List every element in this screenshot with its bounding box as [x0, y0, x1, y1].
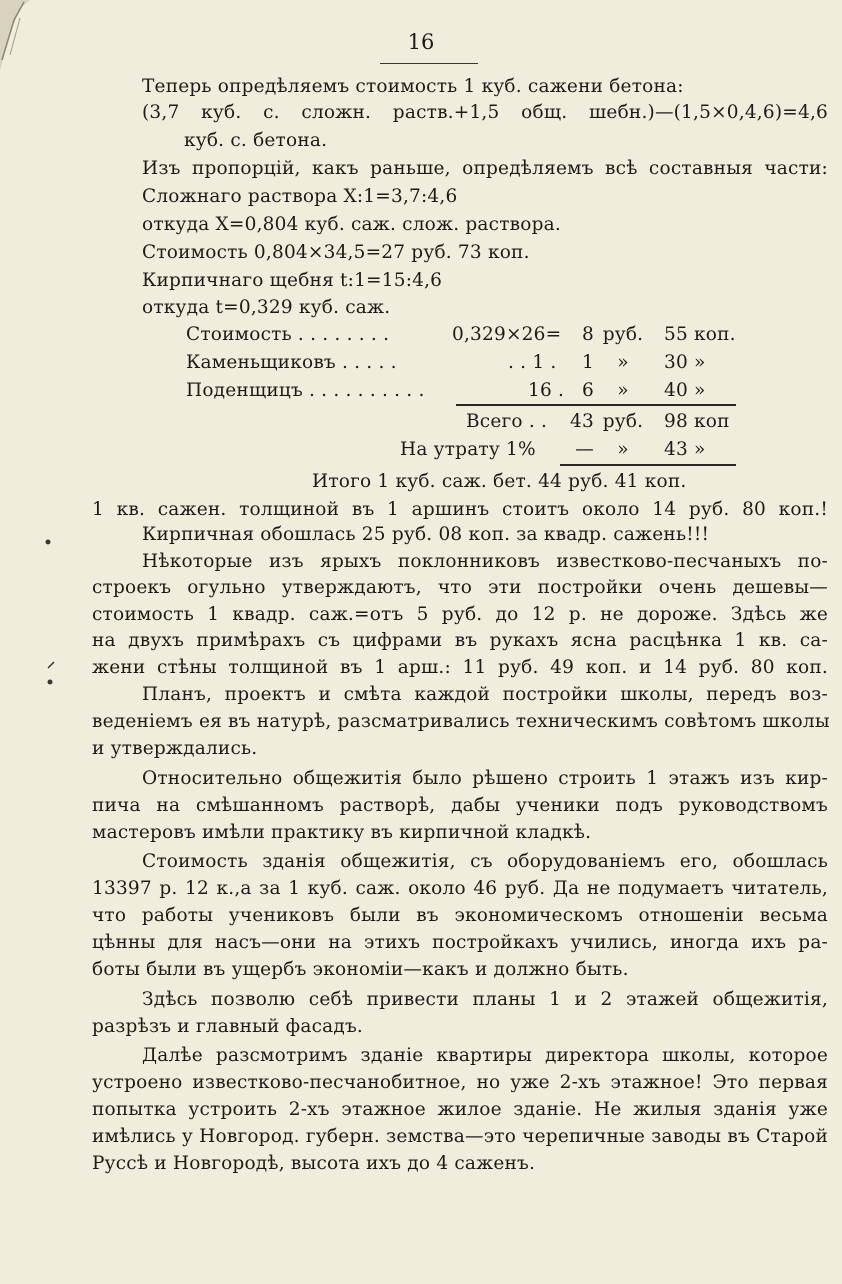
text-line: устроено известково-песчанобитное, но уже 2-хъ этажное! Это первая	[92, 1072, 828, 1093]
rub-unit: руб.	[602, 324, 644, 345]
row-label: Каменьщиковъ . . . . .	[186, 352, 397, 373]
kop-value: 98	[664, 411, 688, 432]
rub-value: —	[575, 439, 594, 460]
loss-label: На утрату 1%	[400, 439, 536, 460]
text-line: Теперь опредѣляемъ стоимость 1 куб. сажени бетона:	[142, 76, 684, 97]
kop-unit: коп	[694, 411, 730, 432]
row-calc: 0,329×26=	[452, 324, 562, 345]
text-line: Кирпичнаго щебня t:1=15:4,6	[142, 270, 443, 291]
text-line: жени стѣны толщиной въ 1 арш.: 11 руб. 49 коп. и 14 руб. 80 коп.	[92, 657, 828, 678]
text-line: Кирпичная обошлась 25 руб. 08 коп. за квадр. сажень!!!	[142, 524, 710, 545]
text-line: попытка устроить 2-хъ этажное жилое зданіе. Не жилыя зданія уже	[92, 1099, 828, 1120]
text-line: (3,7 куб. с. сложн. раств.+1,5 общ. шебн.)—(1,5×0,4,6)=4,6	[142, 102, 828, 123]
kop-unit: »	[694, 352, 706, 373]
text-line: Относительно общежитія было рѣшено строить 1 этажъ изъ кир-	[142, 768, 828, 789]
kop-value: 30	[664, 352, 688, 373]
grand-total: Итого 1 куб. саж. бет. 44 руб. 41 коп.	[312, 471, 687, 492]
text-line: Здѣсь позволю себѣ привести планы 1 и 2 этажей общежитія,	[142, 989, 828, 1010]
page-number-rule	[380, 63, 478, 64]
text-line: Далѣе разсмотримъ зданіе квартиры директора школы, которое	[142, 1045, 828, 1066]
ink-speck-mark	[46, 660, 56, 670]
text-line: боты были въ ущербъ экономіи—какъ и должно быть.	[92, 959, 629, 980]
rub-unit: руб.	[602, 411, 644, 432]
text-line: на двухъ примѣрахъ съ цифрами въ рукахъ ясна расцѣнка 1 кв. са-	[92, 630, 828, 651]
row-calc: . . 1 .	[508, 352, 557, 373]
row-label: Стоимость . . . . . . . .	[186, 324, 390, 345]
rub-unit: »	[617, 439, 629, 460]
row-calc: 16 .	[528, 380, 565, 401]
page-number: 16	[407, 30, 435, 54]
text-line: строекъ огульно утверждаютъ, что эти постройки очень дешевы—	[92, 577, 828, 598]
text-line: Сложнаго раствора X:1=3,7:4,6	[142, 186, 458, 207]
text-line: Стоимость 0,804×34,5=27 руб. 73 коп.	[142, 242, 530, 263]
text-line: Планъ, проектъ и смѣта каждой постройки школы, передъ воз-	[142, 684, 828, 705]
rub-value: 43	[570, 411, 594, 432]
ink-speck-mark	[46, 678, 54, 686]
kop-unit: коп.	[694, 324, 736, 345]
text-line: мастеровъ имѣли практику въ кирпичной кладкѣ.	[92, 822, 592, 843]
total-label: Всего . .	[466, 411, 548, 432]
rub-unit: »	[617, 352, 629, 373]
kop-value: 40	[664, 380, 688, 401]
ink-speck-mark	[44, 538, 52, 546]
text-line: что работы учениковъ были въ экономическомъ отношеніи весьма	[92, 905, 828, 926]
text-line: откуда t=0,329 куб. саж.	[142, 297, 391, 318]
text-line: Изъ пропорцій, какъ раньше, опредѣляемъ всѣ составныя части:	[142, 158, 828, 179]
text-line: 13397 р. 12 к.,а за 1 куб. саж. около 46 руб. Да не подумаетъ читатель,	[92, 878, 828, 899]
text-line: Нѣкоторые изъ ярыхъ поклонниковъ известково-песчаныхъ по-	[142, 551, 828, 572]
kop-value: 43	[664, 439, 688, 460]
text-line: веденіемъ ея въ натурѣ, разсматривались техническимъ совѣтомъ школы	[92, 711, 830, 732]
text-line: откуда X=0,804 куб. саж. слож. раствора.	[142, 214, 561, 235]
text-line: куб. с. бетона.	[184, 130, 328, 151]
rub-value: 1	[582, 352, 594, 373]
text-line: Стоимость зданія общежитія, съ оборудованіемъ его, обошлась	[142, 851, 828, 872]
kop-unit: »	[694, 380, 706, 401]
kop-unit: »	[694, 439, 706, 460]
sum-rule	[456, 404, 736, 406]
rub-unit: »	[617, 380, 629, 401]
text-line: стоимость 1 квадр. саж.=отъ 5 руб. до 12 р. не дороже. Здѣсь же	[92, 604, 828, 625]
kop-value: 55	[664, 324, 688, 345]
text-line: и утверждались.	[92, 738, 258, 759]
text-line: разрѣзъ и главный фасадъ.	[92, 1016, 364, 1037]
text-line: цѣнны для насъ—они на этихъ постройкахъ учились, иногда ихъ ра-	[92, 932, 828, 953]
text-line: пича на смѣшанномъ растворѣ, дабы ученики подъ руководствомъ	[92, 795, 828, 816]
text-line: имѣлись у Новгород. губерн. земства—это черепичные заводы въ Старой	[92, 1126, 828, 1147]
row-label: Поденщицъ . . . . . . . . . .	[186, 380, 425, 401]
text-line: Руссѣ и Новгородѣ, высота ихъ до 4 саженъ.	[92, 1153, 536, 1174]
rub-value: 8	[582, 324, 594, 345]
rub-value: 6	[582, 380, 594, 401]
text-line: 1 кв. сажен. толщиной въ 1 аршинъ стоитъ около 14 руб. 80 коп.!	[92, 499, 828, 520]
sum-rule	[560, 464, 736, 466]
